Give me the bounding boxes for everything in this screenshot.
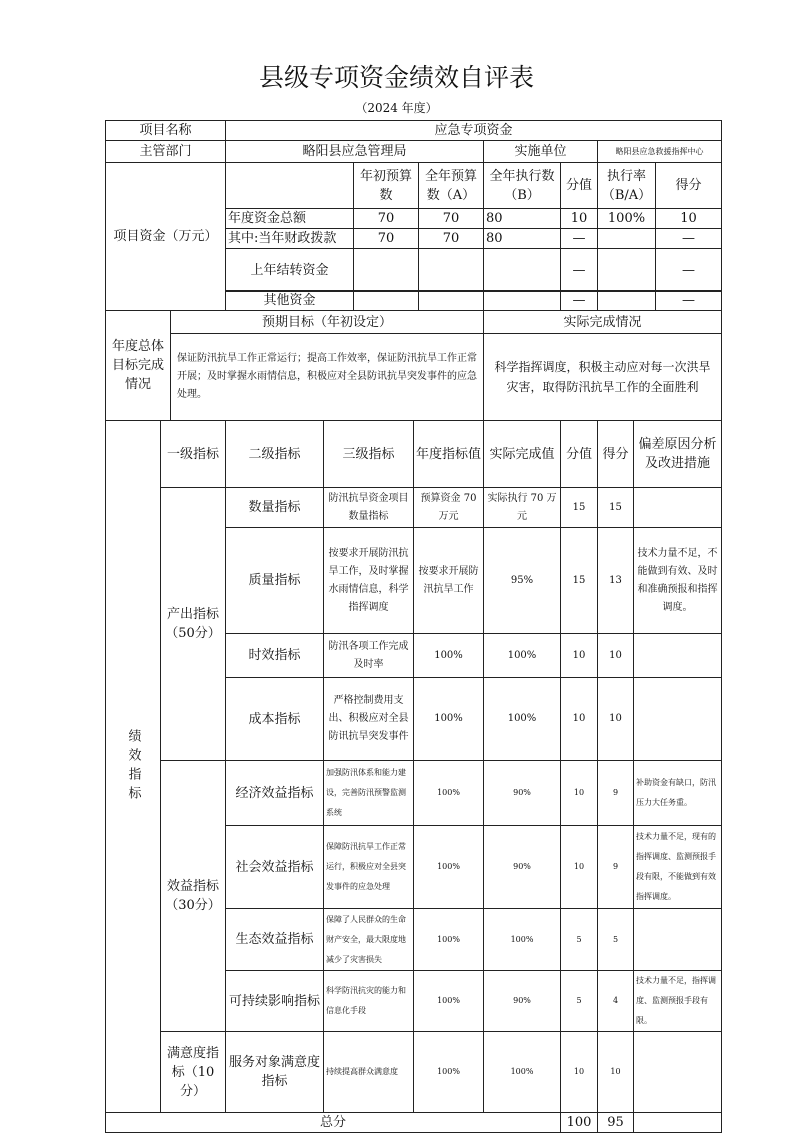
cell: 加强防汛体系和能力建设，完善防汛预警监测系统 — [324, 761, 414, 826]
cell: 100% — [414, 971, 484, 1032]
cell: 70 — [354, 209, 419, 229]
cell — [354, 249, 419, 292]
cell: 9 — [598, 761, 634, 826]
cell: 时效指标 — [226, 634, 324, 678]
cell: 100% — [414, 909, 484, 971]
cell: 经济效益指标 — [226, 761, 324, 826]
impl-label: 实施单位 — [484, 141, 598, 163]
cell: 技术力量不足，现有的指挥调度、监测预报手段有限，不能做到有效指挥调度。 — [634, 826, 722, 909]
dept-label: 主管部门 — [106, 141, 226, 163]
cell: 100% — [414, 634, 484, 678]
cell: 生态效益指标 — [226, 909, 324, 971]
cell: 15 — [561, 488, 598, 528]
row-label: 其中:当年财政拨款 — [226, 229, 354, 249]
header-cell: 执行率（B/A） — [598, 163, 656, 209]
total-label: 总分 — [106, 1113, 561, 1133]
cell — [634, 678, 722, 761]
cell — [419, 249, 484, 292]
cell: 防汛各项工作完成及时率 — [324, 634, 414, 678]
row-label: 年度资金总额 — [226, 209, 354, 229]
table-row — [106, 1032, 722, 1113]
header-cell: 一级指标 — [161, 421, 226, 488]
header-cell: 偏差原因分析及改进措施 — [634, 421, 722, 488]
cell: 按要求开展防汛抗旱工作 — [414, 528, 484, 634]
cell: 90% — [484, 761, 561, 826]
cell: 技术力量不足，不能做到有效、及时和准确预报和指挥调度。 — [634, 528, 722, 634]
row-label: 上年结转资金 — [226, 249, 354, 292]
cell: 数量指标 — [226, 488, 324, 528]
cell: 90% — [484, 971, 561, 1032]
cell: 100% — [414, 678, 484, 761]
cell: 服务对象满意度指标 — [226, 1032, 324, 1113]
cell: 70 — [419, 209, 484, 229]
cell: 持续提高群众满意度 — [324, 1032, 414, 1113]
page-title: 县级专项资金绩效自评表 — [258, 63, 534, 92]
header-cell: 得分 — [656, 163, 722, 209]
cell: 10 — [561, 1032, 598, 1113]
cell: 80 — [484, 229, 561, 249]
cell — [484, 249, 561, 292]
cell: 70 — [419, 229, 484, 249]
cell: 10 — [656, 209, 722, 229]
cell: — — [656, 249, 722, 292]
cell — [598, 249, 656, 292]
funds-label: 项目资金（万元） — [106, 163, 226, 311]
total-score: 95 — [598, 1113, 634, 1133]
cell: 70 — [354, 229, 419, 249]
cell: — — [561, 249, 598, 292]
header-cell: 全年预算数（A） — [419, 163, 484, 209]
cell: 4 — [598, 971, 634, 1032]
cell: 5 — [561, 971, 598, 1032]
header-cell: 实际完成值 — [484, 421, 561, 488]
cell: 100% — [414, 761, 484, 826]
cell: 10 — [598, 1032, 634, 1113]
cell: 可持续影响指标 — [226, 971, 324, 1032]
header-cell: 得分 — [598, 421, 634, 488]
cell: 100% — [598, 209, 656, 229]
header-cell: 年初预算数 — [354, 163, 419, 209]
cell: 100% — [484, 1032, 561, 1113]
funds-table-other — [105, 290, 722, 311]
cell: 100% — [414, 1032, 484, 1113]
cell: 科学防汛抗灾的能力和信息化手段 — [324, 971, 414, 1032]
perf-label: 绩效指标 — [106, 421, 161, 1113]
cell: 按要求开展防汛抗旱工作，及时掌握水雨情信息，科学指挥调度 — [324, 528, 414, 634]
project-name: 应急专项资金 — [226, 121, 722, 141]
year-subtitle: （2024 年度） — [355, 101, 438, 115]
cell: 10 — [561, 826, 598, 909]
cell: 15 — [598, 488, 634, 528]
cell — [484, 291, 561, 311]
total-score-value: 100 — [561, 1113, 598, 1133]
cell: 95% — [484, 528, 561, 634]
group-label: 满意度指标（10分） — [161, 1032, 226, 1113]
cell — [598, 291, 656, 311]
cell: 100% — [484, 678, 561, 761]
cell — [634, 634, 722, 678]
cell: 社会效益指标 — [226, 826, 324, 909]
cell — [634, 488, 722, 528]
cell: 90% — [484, 826, 561, 909]
cell: 保障了人民群众的生命财产安全，最大限度地减少了灾害损失 — [324, 909, 414, 971]
header-cell: 二级指标 — [226, 421, 324, 488]
group-label: 效益指标（30分） — [161, 761, 226, 1032]
goal-label: 年度总体目标完成情况 — [106, 311, 171, 421]
project-name-label: 项目名称 — [106, 121, 226, 141]
cell: 防汛抗旱资金项目数量指标 — [324, 488, 414, 528]
header-cell: 三级指标 — [324, 421, 414, 488]
cell: 80 — [484, 209, 561, 229]
expected-goal: 保证防汛抗旱工作正常运行；提高工作效率，保证防汛抗旱工作正常开展；及时掌握水雨情信息，积极应对全县防讯抗旱突发事件的应急处理。 — [171, 334, 484, 421]
goal-table — [105, 310, 722, 421]
header-cell: 年度指标值 — [414, 421, 484, 488]
cell: 100% — [484, 634, 561, 678]
cell — [634, 1032, 722, 1113]
cell: 保障防汛抗旱工作正常运行，积极应对全县突发事件的应急处理 — [324, 826, 414, 909]
actual-header: 实际完成情况 — [484, 311, 722, 334]
cell — [634, 909, 722, 971]
cell: 10 — [561, 209, 598, 229]
cell: 9 — [598, 826, 634, 909]
impl: 略阳县应急救援指挥中心 — [598, 141, 722, 163]
header-cell: 全年执行数（B） — [484, 163, 561, 209]
cell: 10 — [598, 634, 634, 678]
funds-table — [105, 120, 722, 311]
group-label: 产出指标（50分） — [161, 488, 226, 761]
header-cell: 分值 — [561, 421, 598, 488]
cell: — — [656, 291, 722, 311]
cell: — — [656, 229, 722, 249]
cell: 10 — [561, 761, 598, 826]
cell: 15 — [561, 528, 598, 634]
cell: — — [561, 229, 598, 249]
cell: 成本指标 — [226, 678, 324, 761]
header-cell: 分值 — [561, 163, 598, 209]
table-row — [106, 761, 722, 826]
cell: 补助资金有缺口，防汛压力大任务重。 — [634, 761, 722, 826]
expected-header: 预期目标（年初设定） — [171, 311, 484, 334]
cell — [419, 291, 484, 311]
table-row — [106, 488, 722, 528]
actual-result: 科学指挥调度，积极主动应对每一次洪旱灾害，取得防汛抗旱工作的全面胜利 — [484, 334, 722, 421]
cell: 10 — [561, 634, 598, 678]
cell — [598, 229, 656, 249]
row-label: 其他资金 — [226, 291, 354, 311]
cell: 技术力量不足，指挥调度、监测预报手段有限。 — [634, 971, 722, 1032]
cell: 质量指标 — [226, 528, 324, 634]
cell — [354, 291, 419, 311]
cell: 10 — [561, 678, 598, 761]
cell: 严格控制费用支出、积极应对全县防讯抗旱突发事件 — [324, 678, 414, 761]
cell: 预算资金 70 万元 — [414, 488, 484, 528]
cell: 13 — [598, 528, 634, 634]
cell: — — [561, 291, 598, 311]
performance-table — [105, 420, 722, 1133]
cell: 5 — [561, 909, 598, 971]
cell: 100% — [484, 909, 561, 971]
dept: 略阳县应急管理局 — [226, 141, 484, 163]
cell: 100% — [414, 826, 484, 909]
cell: 5 — [598, 909, 634, 971]
cell: 实际执行 70 万元 — [484, 488, 561, 528]
cell: 10 — [598, 678, 634, 761]
